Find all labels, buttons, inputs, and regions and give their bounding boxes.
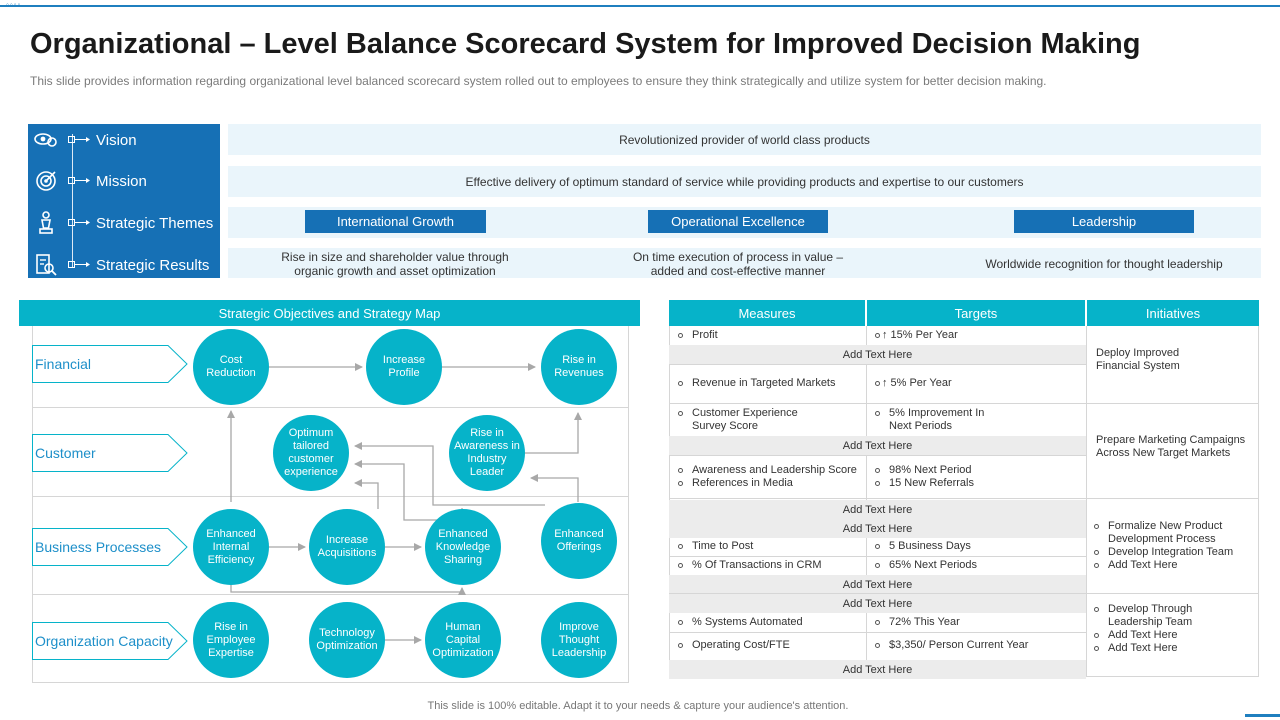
bullet-icon	[875, 381, 880, 386]
measure-item: Operating Cost/FTE	[678, 639, 790, 652]
initiative-item: Formalize New Product Development Process	[1094, 520, 1254, 546]
initiative-item: Develop Through Leadership Team	[1094, 603, 1254, 629]
measure-item: Customer Experience Survey Score	[678, 407, 838, 433]
perspective-label: Organization Capacity	[35, 633, 173, 649]
measure-item: Awareness and Leadership Score	[678, 464, 857, 477]
target-item: ↑ 5% Per Year	[875, 377, 952, 390]
arrow-up-icon: ↑	[882, 377, 888, 389]
target-item: 98% Next Period	[875, 464, 972, 477]
bullet-icon	[1094, 563, 1099, 568]
bullet-icon	[678, 333, 683, 338]
bullet-icon	[678, 563, 683, 568]
initiative-item: Add Text Here	[1094, 629, 1178, 642]
vision-text: Revolutionized provider of world class products	[619, 132, 870, 147]
arrow-up-icon: ↑	[882, 329, 888, 341]
page-title: Organizational – Level Balance Scorecard System for Improved Decision Making	[30, 28, 1141, 60]
target-item: 5 Business Days	[875, 540, 971, 553]
node-technology-optimization: Technology Optimization	[309, 602, 385, 678]
measure-item: % Systems Automated	[678, 616, 803, 629]
bullet-icon	[1094, 550, 1099, 555]
bullet-icon	[875, 481, 880, 486]
table-col-divider	[1086, 326, 1087, 677]
nav-label-themes: Strategic Themes	[96, 214, 214, 232]
bullet-icon	[875, 620, 880, 625]
theme-leadership: Leadership	[1014, 210, 1194, 233]
bullet-icon	[875, 411, 880, 416]
add-text-row[interactable]: Add Text Here	[669, 345, 1086, 364]
measure-item: References in Media	[678, 477, 793, 490]
result-text-excellence: On time execution of process in value – added and cost-effective manner	[632, 250, 844, 278]
measure-item: % Of Transactions in CRM	[678, 559, 822, 572]
th-initiatives: Initiatives	[1087, 300, 1259, 326]
node-enhanced-knowledge: Enhanced Knowledge Sharing	[425, 509, 501, 585]
bullet-icon	[678, 643, 683, 648]
add-text-row[interactable]: Add Text Here	[669, 436, 1086, 455]
bullet-icon	[875, 643, 880, 648]
initiative-text: Prepare Marketing Campaigns Across New Target Markets	[1096, 434, 1246, 459]
bullet-icon	[678, 381, 683, 386]
perspective-label: Financial	[35, 356, 92, 372]
target-item: 65% Next Periods	[875, 559, 977, 572]
node-improve-thought: Improve Thought Leadership	[541, 602, 617, 678]
initiative-item: Add Text Here	[1094, 559, 1178, 572]
table-row-divider	[669, 556, 1086, 557]
add-text-row[interactable]: Add Text Here	[669, 660, 1086, 679]
node-increase-acquisitions: Increase Acquisitions	[309, 509, 385, 585]
measure-item: Profit	[678, 329, 718, 342]
table-row-divider	[669, 632, 1086, 633]
nav-label-vision: Vision	[96, 131, 137, 149]
bullet-icon	[678, 411, 683, 416]
node-enhanced-efficiency: Enhanced Internal Efficiency	[193, 509, 269, 585]
bullet-icon	[1094, 607, 1099, 612]
table-row-divider	[669, 455, 1086, 456]
bullet-icon	[875, 563, 880, 568]
footer-accent-bar	[1245, 714, 1280, 717]
target-item: 72% This Year	[875, 616, 960, 629]
add-text-row[interactable]: Add Text Here	[669, 575, 1086, 594]
node-optimum-experience: Optimum tailored customer experience	[273, 415, 349, 491]
node-rise-employee: Rise in Employee Expertise	[193, 602, 269, 678]
perspective-label: Customer	[35, 445, 96, 461]
bullet-icon	[678, 620, 683, 625]
table-row-divider	[669, 403, 1259, 404]
initiative-item: Develop Integration Team	[1094, 546, 1233, 559]
page-subtitle: This slide provides information regarding organizational level balanced scorecard system rolled out to employees to ensure they think strategically and utilize system for better decision making.	[30, 74, 1047, 88]
target-item: 5% Improvement In Next Periods	[875, 407, 1075, 433]
bullet-icon	[678, 544, 683, 549]
add-text-row[interactable]: Add Text Here	[669, 594, 1086, 613]
bullet-icon	[875, 333, 880, 338]
node-cost-reduction: Cost Reduction	[193, 329, 269, 405]
theme-international-growth: International Growth	[305, 210, 486, 233]
node-enhanced-offerings: Enhanced Offerings	[541, 503, 617, 579]
nav-label-mission: Mission	[96, 172, 147, 190]
node-rise-revenues: Rise in Revenues	[541, 329, 617, 405]
corner-decoration: ◦◦◦◦	[6, 0, 22, 9]
nav-label-results: Strategic Results	[96, 256, 210, 274]
target-item: 15 New Referrals	[875, 477, 974, 490]
table-row-divider	[669, 498, 1259, 499]
bullet-icon	[1094, 646, 1099, 651]
theme-operational-excellence: Operational Excellence	[648, 210, 828, 233]
perspective-label: Business Processes	[35, 539, 162, 555]
bullet-icon	[1094, 633, 1099, 638]
node-increase-profile: Increase Profile	[366, 329, 442, 405]
initiative-text: Deploy Improved Financial System	[1096, 347, 1180, 372]
add-text-row[interactable]: Add Text Here	[669, 500, 1086, 519]
add-text-row[interactable]: Add Text Here	[669, 519, 1086, 538]
measure-item: Revenue in Targeted Markets	[678, 377, 836, 390]
target-item: $3,350/ Person Current Year	[875, 639, 1028, 652]
node-human-capital: Human Capital Optimization	[425, 602, 501, 678]
footer-note: This slide is 100% editable. Adapt it to your needs & capture your audience's attention.	[427, 700, 849, 712]
measure-item: Time to Post	[678, 540, 753, 553]
th-targets: Targets	[867, 300, 1085, 326]
table-row-divider	[669, 364, 1086, 365]
node-rise-awareness: Rise in Awareness in Industry Leader	[449, 415, 525, 491]
th-measures: Measures	[669, 300, 865, 326]
strategy-map-header: Strategic Objectives and Strategy Map	[19, 300, 640, 326]
result-text-leadership: Worldwide recognition for thought leadership	[985, 257, 1223, 271]
mission-text: Effective delivery of optimum standard of service while providing products and expertise to our customers	[465, 174, 1024, 189]
target-item: ↑ 15% Per Year	[875, 329, 958, 342]
bullet-icon	[678, 468, 683, 473]
initiative-item: Add Text Here	[1094, 642, 1178, 655]
bullet-icon	[875, 544, 880, 549]
bullet-icon	[678, 481, 683, 486]
table-row-divider	[669, 593, 1259, 594]
bullet-icon	[1094, 524, 1099, 529]
result-text-growth: Rise in size and shareholder value through organic growth and asset optimization	[281, 250, 509, 278]
bullet-icon	[875, 468, 880, 473]
